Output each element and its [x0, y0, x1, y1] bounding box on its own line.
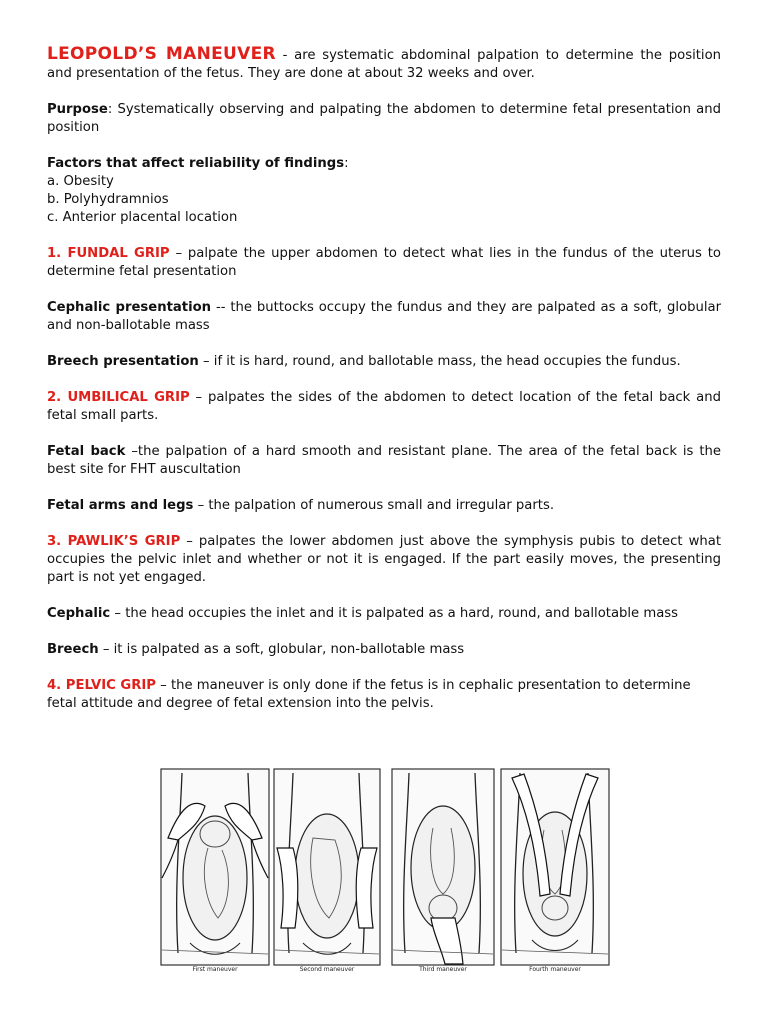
breech-text: – it is palpated as a soft, globular, non-ballotable mass [98, 642, 465, 657]
breech-label: Breech [47, 642, 99, 657]
cephalic-text: – the head occupies the inlet and it is palpated as a hard, round, and ballotable mass [110, 606, 679, 621]
pawlik-grip-paragraph [47, 533, 721, 587]
fetal-back-paragraph [47, 443, 721, 479]
factor-item: b. Polyhydramnios [47, 192, 169, 207]
fetal-back-label: Fetal back [47, 444, 126, 459]
figure-caption: First maneuver [192, 966, 238, 973]
pawlik-grip-text: – palpates the lower abdomen just above the symphysis pubis to detect what occupies the pelvic inlet and whether or not it is engaged. If the part easily moves, the presenting part is not yet engaged. [47, 534, 721, 585]
fourth-maneuver-illustration [500, 768, 610, 966]
cephalic-label: Cephalic [47, 606, 111, 621]
factors-section [47, 155, 721, 227]
second-maneuver-illustration [273, 768, 381, 966]
intro-paragraph [47, 45, 721, 83]
document-body [47, 45, 721, 731]
document-title: LEOPOLD’S MANEUVER [47, 44, 276, 64]
pelvic-grip-heading: 4. PELVIC GRIP [47, 678, 156, 693]
cephalic-presentation-paragraph [47, 299, 721, 335]
cephalic-presentation-label: Cephalic presentation [47, 300, 212, 315]
intro-text: - are systematic abdominal palpation to determine the position and presentation of the fetus. They are done at about 32 weeks and over. [47, 48, 722, 81]
figure-caption: Second maneuver [299, 966, 355, 973]
figure-caption: Fourth maneuver [529, 966, 581, 973]
figure-caption: Third maneuver [419, 966, 467, 973]
pelvic-grip-paragraph [47, 677, 721, 713]
fetal-arms-legs-label: Fetal arms and legs [47, 498, 194, 513]
third-maneuver-illustration [391, 768, 495, 966]
pelvic-grip-text: – the maneuver is only done if the fetus is in cephalic presentation to determine fetal attitude and degree of fetal extension into the pelvis. [47, 678, 691, 711]
factor-item: a. Obesity [47, 174, 114, 189]
umbilical-grip-text: – palpates the sides of the abdomen to detect location of the fetal back and fetal small parts. [47, 390, 721, 423]
pawlik-grip-heading: 3. PAWLIK’S GRIP [47, 534, 181, 549]
fetal-arms-legs-text: – the palpation of numerous small and irregular parts. [193, 498, 555, 513]
fetal-back-text: –the palpation of a hard smooth and resistant plane. The area of the fetal back is the best site for FHT auscultation [47, 444, 721, 477]
fundal-grip-paragraph [47, 245, 721, 281]
breech-paragraph [47, 641, 721, 659]
first-maneuver-illustration [160, 768, 270, 966]
factors-heading [47, 155, 721, 173]
umbilical-grip-paragraph [47, 389, 721, 425]
factors-suffix: : [344, 156, 349, 171]
fundal-grip-heading: 1. FUNDAL GRIP [47, 246, 170, 261]
maneuver-illustrations [160, 768, 610, 978]
breech-presentation-label: Breech presentation [47, 354, 199, 369]
cephalic-paragraph [47, 605, 721, 623]
purpose-label: Purpose [47, 102, 108, 117]
purpose-text: : Systematically observing and palpating the abdomen to determine fetal presentation and position [47, 102, 721, 135]
fundal-grip-text: – palpate the upper abdomen to detect what lies in the fundus of the uterus to determine fetal presentation [47, 246, 721, 279]
fetal-arms-legs-paragraph [47, 497, 721, 515]
breech-presentation-text: – if it is hard, round, and ballotable mass, the head occupies the fundus. [198, 354, 681, 369]
purpose-paragraph [47, 101, 721, 137]
breech-presentation-paragraph [47, 353, 721, 371]
umbilical-grip-heading: 2. UMBILICAL GRIP [47, 390, 190, 405]
cephalic-presentation-text: -- the buttocks occupy the fundus and they are palpated as a soft, globular and non-ballotable mass [47, 300, 722, 333]
factors-label: Factors that affect reliability of findings [47, 156, 345, 171]
factor-item: c. Anterior placental location [47, 210, 238, 225]
